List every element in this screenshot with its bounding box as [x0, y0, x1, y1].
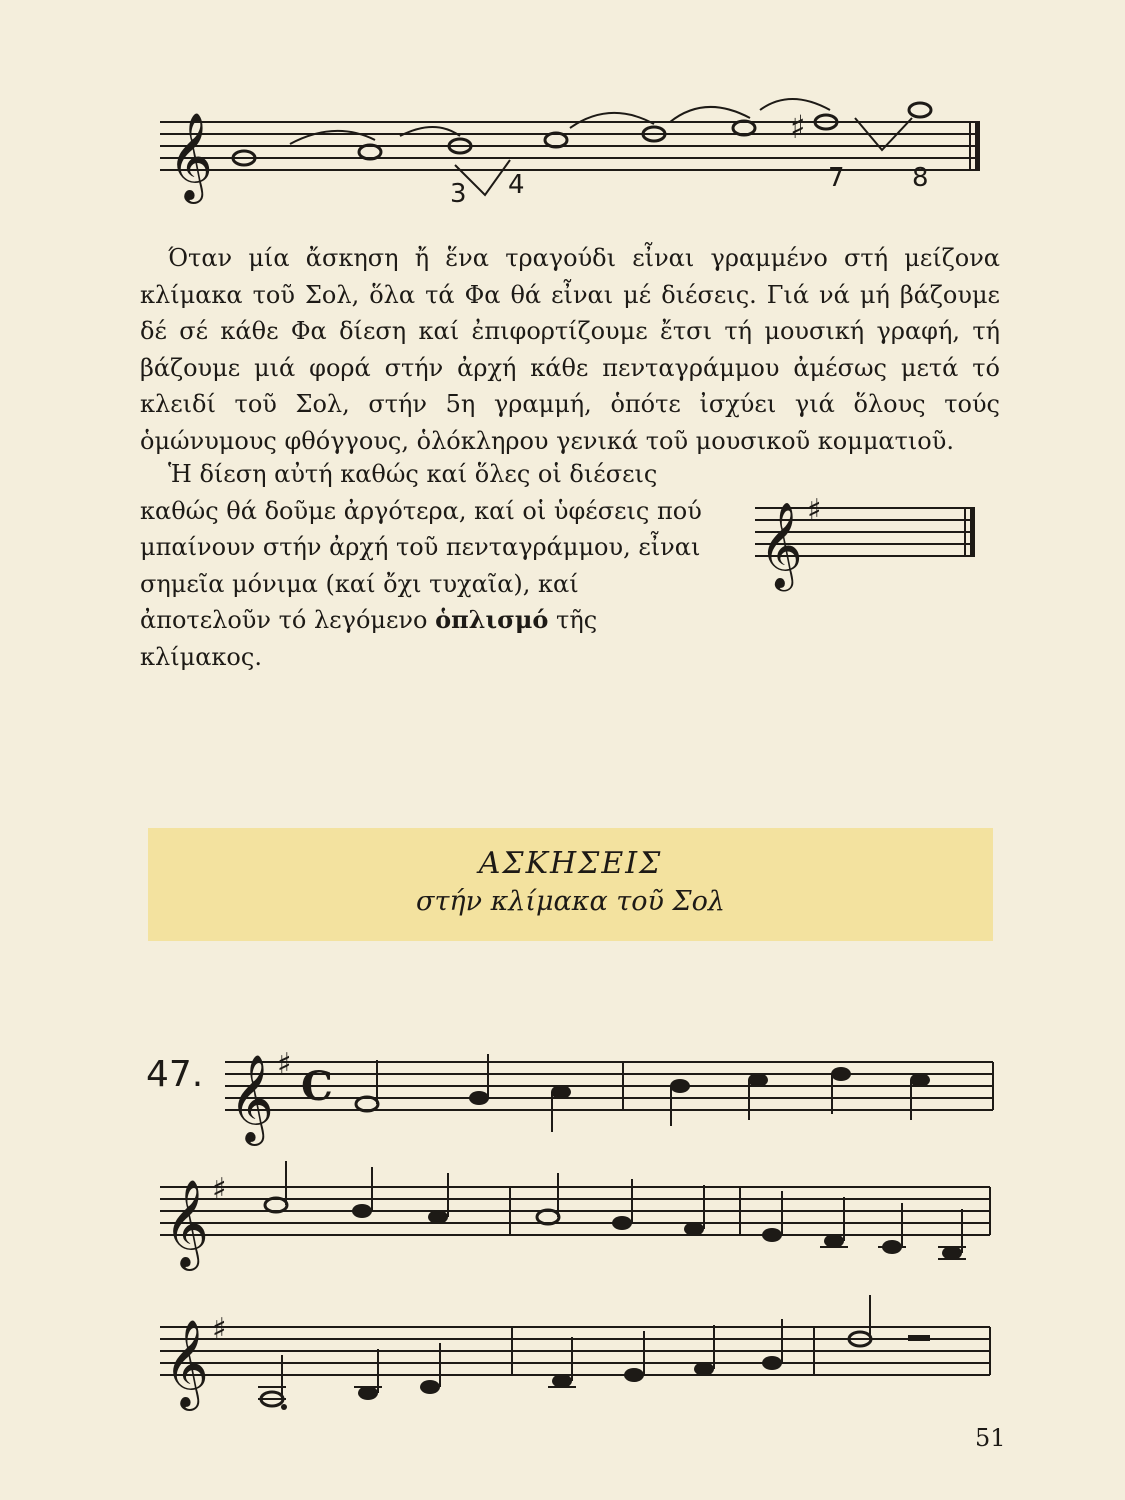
section-header — [148, 828, 993, 941]
page-number: 51 — [975, 1424, 1006, 1452]
paragraph-2 — [140, 456, 710, 675]
section-title: ΑΣΚΗΣΕΙΣ — [478, 846, 663, 881]
time-signature: C — [301, 1063, 333, 1110]
paragraph-2-start: Ἡ δίεση αὐτή καθώς καί ὅλες οἱ διέσεις καθώς θά δοῦμε ἀργότερα, καί οἱ ὑφέσεις πού μπαίνουν στήν ἀρχή τοῦ πενταγράμμου, εἶναι σημεῖα μόνιμα (καί ὄχι τυχαῖα), καί ἀποτελοῦν τό λεγόμενο — [140, 460, 702, 634]
sharp-icon: ♯ — [277, 1047, 292, 1082]
exercise-staff-1 — [225, 1030, 1005, 1140]
degree-label-4: 4 — [508, 170, 525, 200]
treble-clef-icon: 𝄞 — [164, 1178, 209, 1267]
treble-clef-icon: 𝄞 — [229, 1053, 274, 1142]
sharp-icon: ♯ — [212, 1312, 227, 1347]
degree-label-7: 7 — [828, 163, 845, 193]
exercise-staff-2 — [160, 1155, 1000, 1285]
treble-clef-icon: 𝄞 — [168, 111, 213, 200]
section-subtitle: στήν κλίμακα τοῦ Σολ — [416, 886, 725, 917]
treble-clef-icon: 𝄞 — [759, 502, 803, 588]
sharp-icon: ♯ — [212, 1172, 227, 1207]
degree-label-8: 8 — [912, 163, 929, 193]
exercise-number: 47. — [146, 1054, 204, 1095]
intro-scale-staff — [160, 90, 990, 220]
degree-label-3: 3 — [450, 179, 467, 209]
paragraph-2-block — [140, 456, 710, 675]
paragraph-2-end: τῆς κλίμακος. — [140, 606, 598, 671]
key-signature-staff — [755, 480, 985, 590]
paragraph-2-bold-term: ὁπλισμό — [435, 605, 549, 634]
exercise-staff-3 — [160, 1295, 1000, 1425]
treble-clef-icon: 𝄞 — [164, 1318, 209, 1407]
sharp-icon: ♯ — [807, 493, 822, 528]
paragraph-1-block — [140, 240, 1000, 459]
sharp-icon: ♯ — [790, 108, 806, 146]
paragraph-1: Όταν μία ἄσκηση ἤ ἕνα τραγούδι εἶναι γραμμένο στή μείζονα κλίμακα τοῦ Σολ, ὅλα τά Φα θά εἶναι μέ διέσεις. Γιά νά μή βάζουμε δέ σέ κάθε Φα δίεση καί ἐπιφορτίζουμε ἔτσι τή μουσική γραφή, τή βάζουμε μιά φορά στήν ἀρχή κάθε πενταγράμμου ἀμέσως μετά τό κλειδί τοῦ Σολ, στήν 5η γραμμή, ὁπότε ἰσχύει γιά ὅλους τούς ὁμώνυμους φθόγγους, ὁλόκληρου γενικά τοῦ μουσικοῦ κομματιοῦ. — [140, 244, 1000, 455]
